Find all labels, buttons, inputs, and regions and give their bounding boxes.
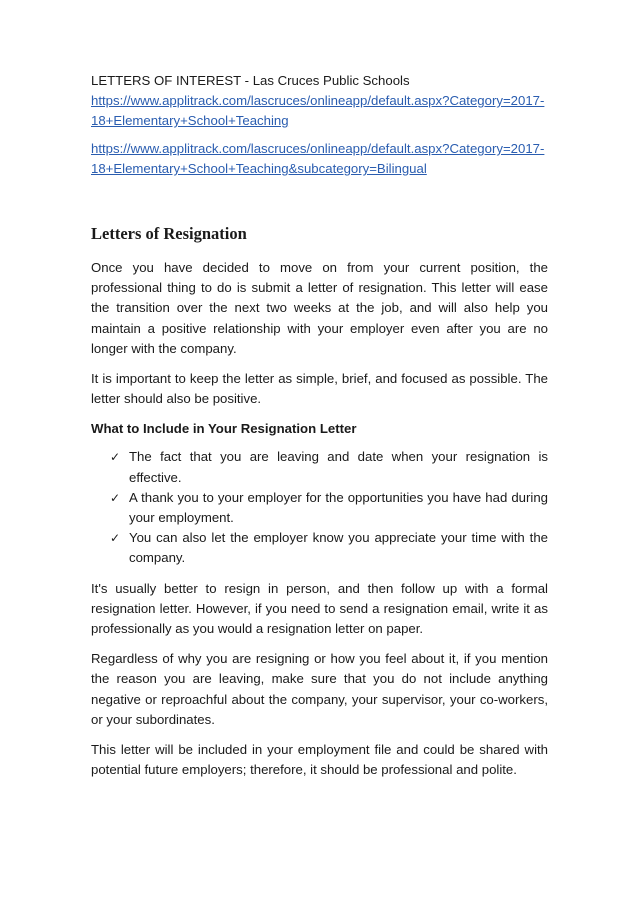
applitrack-link-bilingual[interactable]: https://www.applitrack.com/lascruces/onlineapp/default.aspx?Category=2017-18+Elementary+School+Teaching&subcategory=Bilingual xyxy=(91,141,545,176)
checklist-item xyxy=(110,528,548,568)
section-heading: Letters of Resignation xyxy=(91,224,247,243)
simple-paragraph: It is important to keep the letter as simple, brief, and focused as possible. The letter should also be positive. xyxy=(91,371,548,407)
check-icon: ✓ xyxy=(110,531,121,546)
in-person-paragraph: It's usually better to resign in person, and then follow up with a formal resignation letter. However, if you need to send a resignation email, write it as professionally as you would a resignation letter on paper. xyxy=(91,580,548,637)
checklist-item-text: A thank you to your employer for the opportunities you have had during your employment. xyxy=(129,489,548,526)
include-subheading: What to Include in Your Resignation Letter xyxy=(91,421,357,437)
applitrack-link-elementary[interactable]: https://www.applitrack.com/lascruces/onlineapp/default.aspx?Category=2017-18+Elementary+School+Teaching xyxy=(91,93,545,128)
include-checklist xyxy=(91,447,548,568)
checklist-item-text: The fact that you are leaving and date when your resignation is effective. xyxy=(129,449,548,485)
check-icon: ✓ xyxy=(110,450,121,465)
checklist-item-text: You can also let the employer know you appreciate your time with the company. xyxy=(129,530,548,566)
employment-file-paragraph: This letter will be included in your employment file and could be shared with potential future employers; therefore, it should be professional and polite. xyxy=(91,742,548,778)
regardless-paragraph: Regardless of why you are resigning or how you feel about it, if you mention the reason you are leaving, make sure that you do not include anything negative or reproachful about the company, your supervisor, your co-workers, or your subordinates. xyxy=(91,651,548,727)
intro-paragraph: Once you have decided to move on from your current position, the professional thing to do is submit a letter of resignation. This letter will ease the transition over the next two weeks at the job, and will also help you maintain a positive relationship with your employer even after you are no longer with the company. xyxy=(91,260,548,356)
letters-of-interest-title: LETTERS OF INTEREST - Las Cruces Public Schools xyxy=(91,73,410,88)
checklist-item xyxy=(110,488,548,528)
check-icon: ✓ xyxy=(110,490,121,505)
document-page xyxy=(91,71,548,790)
checklist-item xyxy=(110,447,548,487)
